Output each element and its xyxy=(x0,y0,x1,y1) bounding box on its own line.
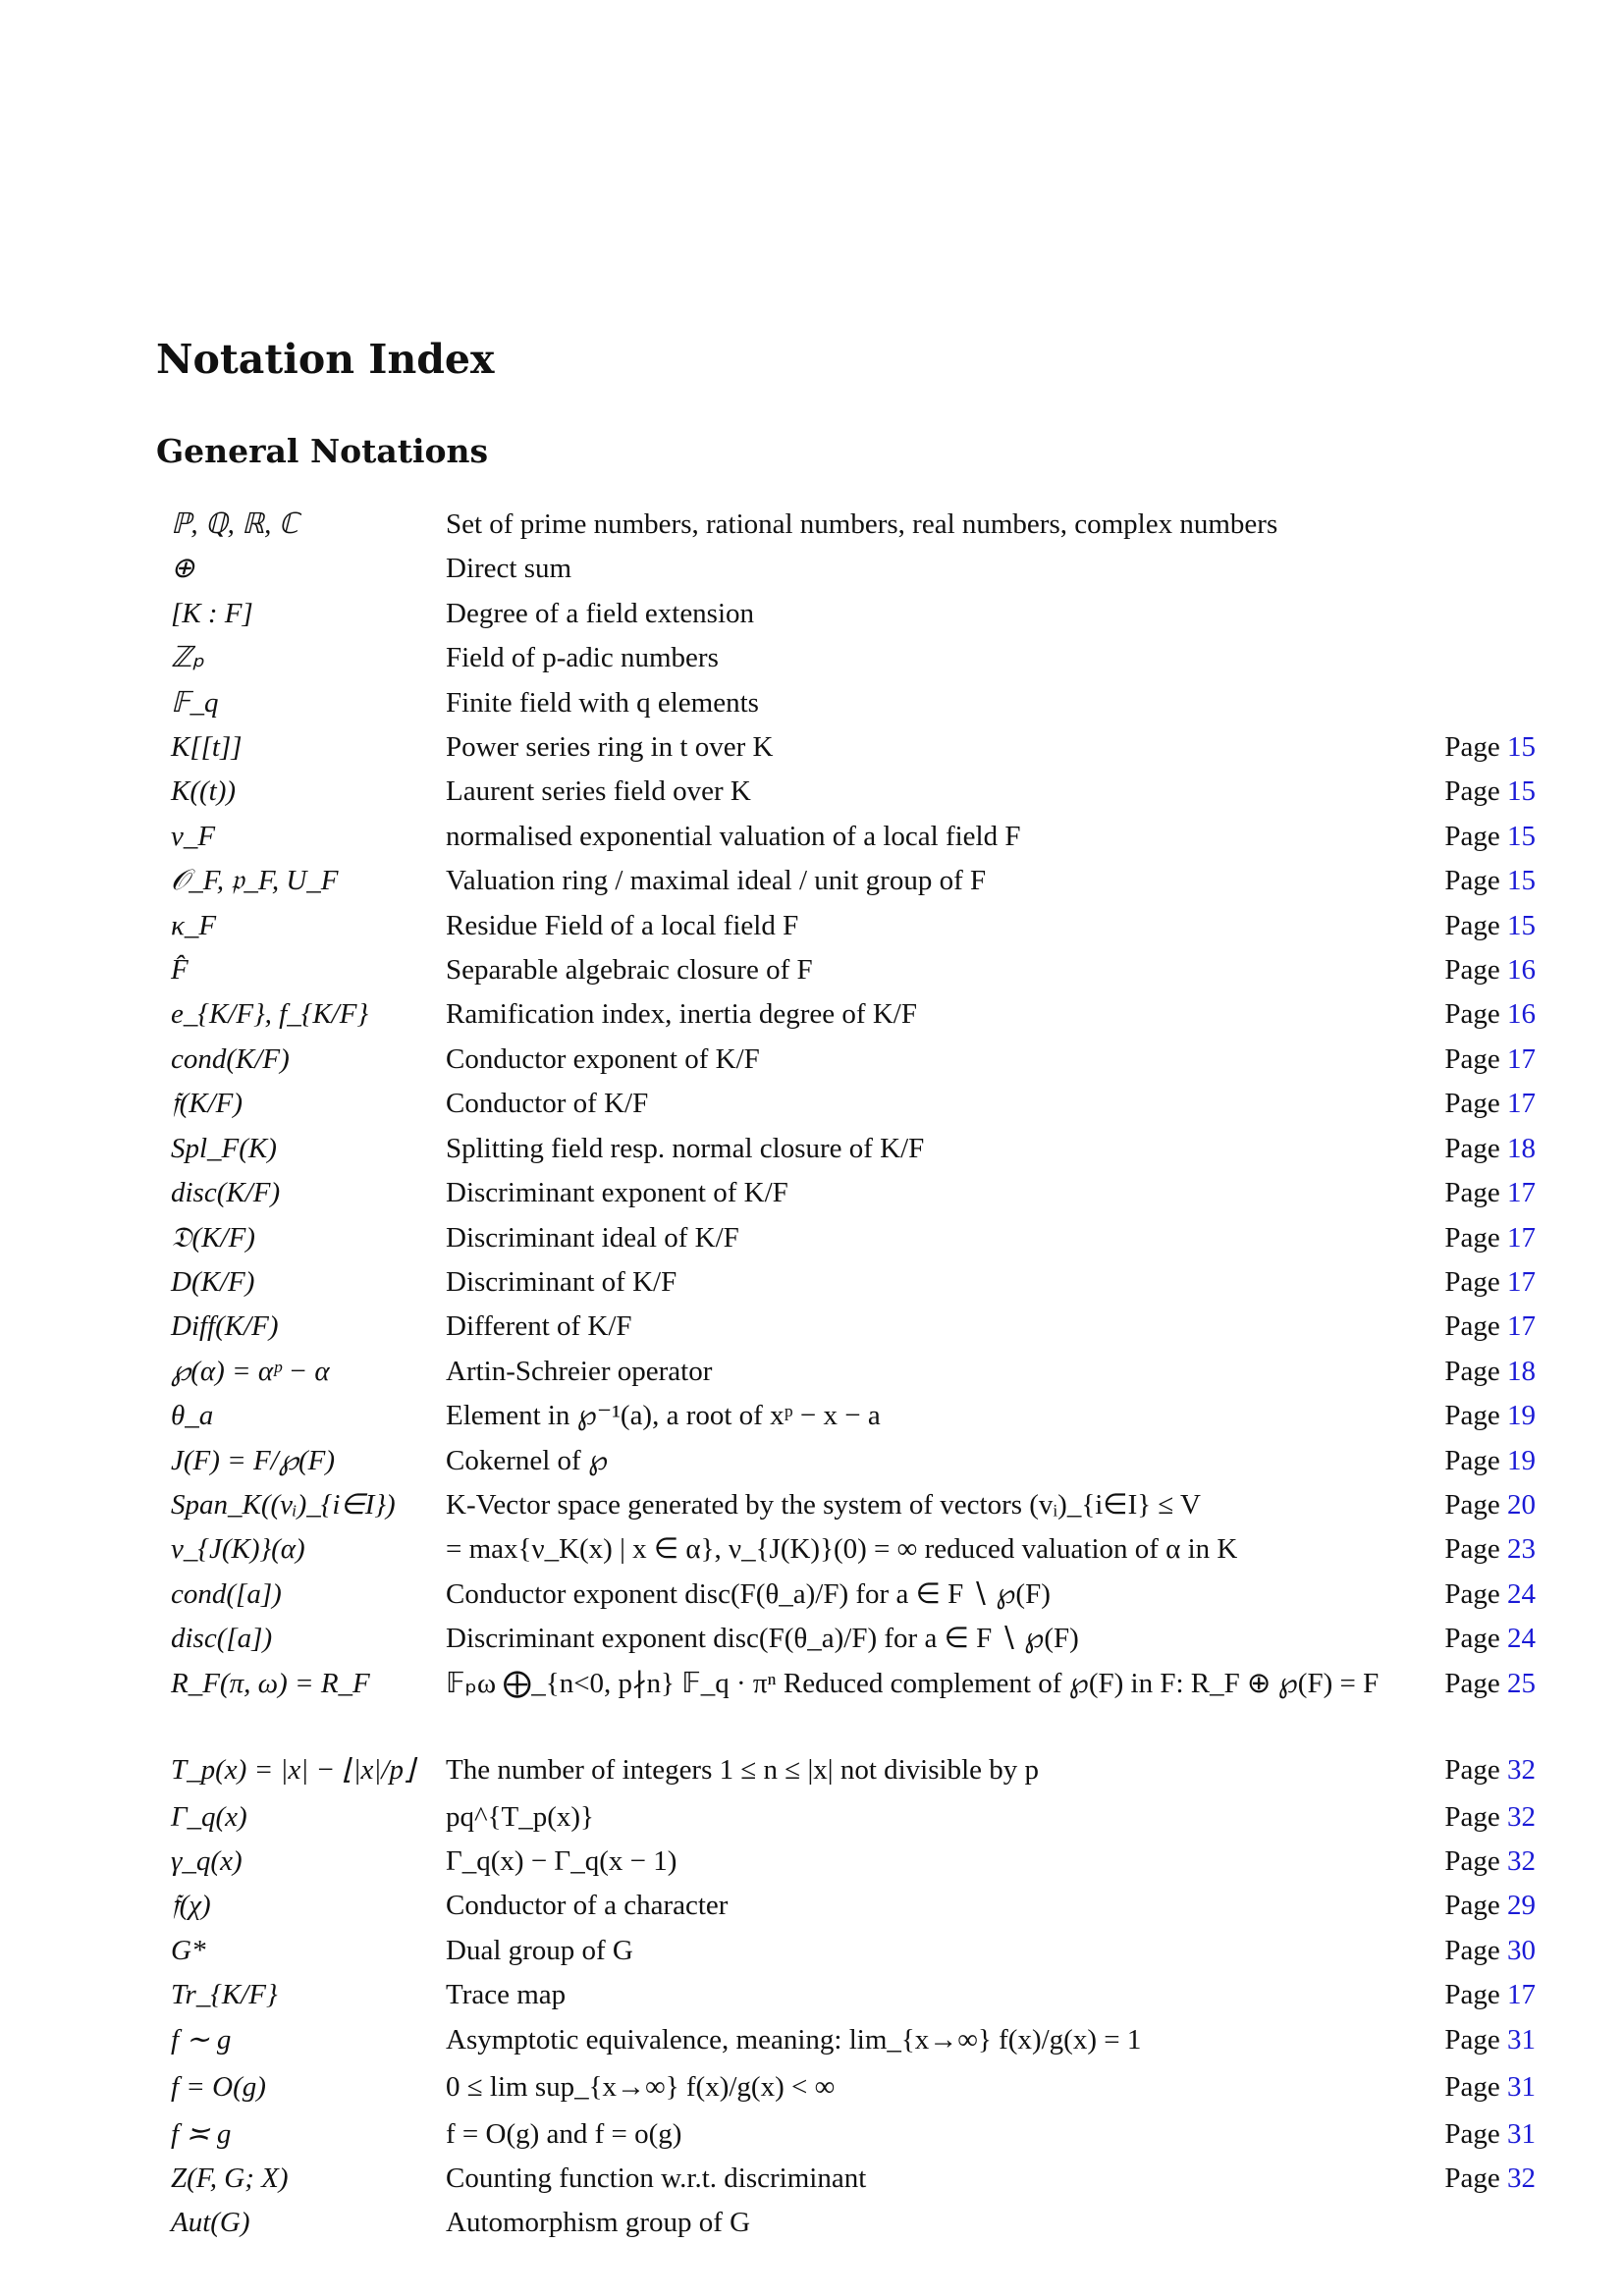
page-label: Page xyxy=(1444,775,1500,808)
page-reference xyxy=(1444,1305,1536,1349)
page-reference xyxy=(1444,770,1536,814)
notation-row xyxy=(171,904,1536,948)
notation-symbol: F̂ xyxy=(171,954,189,987)
page-number-link[interactable]: 30 xyxy=(1507,1934,1536,1966)
notation-row xyxy=(171,1973,1536,2017)
notation-table xyxy=(171,503,1536,2246)
section-title: General Notations xyxy=(156,432,489,470)
page-number-link[interactable]: 29 xyxy=(1507,1890,1536,1922)
page-reference xyxy=(1444,1973,1536,2017)
notation-symbol: Γ_q(x) xyxy=(171,1800,247,1833)
notation-row xyxy=(171,1662,1536,1748)
notation-row xyxy=(171,681,1536,725)
notation-row xyxy=(171,1394,1536,1438)
page-number-link[interactable]: 17 xyxy=(1507,1221,1536,1254)
notation-row xyxy=(171,2065,1536,2112)
notation-symbol: 𝔽_q xyxy=(171,686,219,719)
notation-description: Valuation ring / maximal ideal / unit group of F xyxy=(446,865,987,897)
page-number-link[interactable]: 31 xyxy=(1507,2070,1536,2103)
notation-symbol: f = O(g) xyxy=(171,2070,266,2103)
notation-description: Artin-Schreier operator xyxy=(446,1355,713,1387)
notation-symbol: Spl_F(K) xyxy=(171,1132,277,1164)
notation-description: Discriminant ideal of K/F xyxy=(446,1221,739,1254)
page-number-link[interactable]: 15 xyxy=(1507,909,1536,941)
notation-row xyxy=(171,1573,1536,1617)
notation-description: K-Vector space generated by the system of vectors (vᵢ)_{i∈I} ≤ V xyxy=(446,1488,1201,1521)
notation-row xyxy=(171,1748,1536,1795)
notation-row xyxy=(171,592,1536,636)
notation-description: The number of integers 1 ≤ n ≤ |x| not divisible by p xyxy=(446,1753,1040,1786)
notation-description: pq^{T_p(x)} xyxy=(446,1800,594,1833)
notation-description: Conductor of K/F xyxy=(446,1088,649,1120)
page-label: Page xyxy=(1444,1444,1500,1476)
page-number-link[interactable]: 31 xyxy=(1507,2023,1536,2056)
page-reference xyxy=(1444,1394,1536,1438)
page-reference xyxy=(1444,992,1536,1037)
page-reference xyxy=(1444,2065,1536,2109)
notation-description: f = O(g) and f = o(g) xyxy=(446,2117,682,2150)
page-reference xyxy=(1444,1662,1536,1706)
page-reference xyxy=(1444,1171,1536,1215)
page-number-link[interactable]: 32 xyxy=(1507,1800,1536,1833)
page-number-link[interactable]: 17 xyxy=(1507,1088,1536,1120)
page-reference xyxy=(1444,815,1536,859)
page-number-link[interactable]: 15 xyxy=(1507,775,1536,808)
notation-description: = max{ν_K(x) | x ∈ α}, ν_{J(K)}(0) = ∞ reduced valuation of α in K xyxy=(446,1533,1238,1566)
notation-symbol: κ_F xyxy=(171,909,217,941)
page-number-link[interactable]: 23 xyxy=(1507,1533,1536,1566)
notation-symbol: Z(F, G; X) xyxy=(171,2163,289,2194)
notation-description: Discriminant exponent disc(F(θ_a)/F) for a ∈ F ∖ ℘(F) xyxy=(446,1623,1079,1655)
page-reference xyxy=(1444,1439,1536,1483)
page-number-link[interactable]: 15 xyxy=(1507,865,1536,897)
page-reference xyxy=(1444,1573,1536,1617)
page-label: Page xyxy=(1444,1667,1500,1699)
notation-row xyxy=(171,1840,1536,1884)
notation-description: 𝔽ₚω ⨁_{n<0, p∤n} 𝔽_q · πⁿ Reduced complement of ℘(F) in F: R_F ⊕ ℘(F) = F xyxy=(446,1667,1380,1699)
notation-row xyxy=(171,503,1536,547)
page-label: Page xyxy=(1444,998,1500,1031)
page-reference xyxy=(1444,859,1536,903)
page-label: Page xyxy=(1444,1934,1500,1966)
notation-description: Degree of a field extension xyxy=(446,597,755,629)
notation-description: Finite field with q elements xyxy=(446,686,759,719)
notation-symbol: disc([a]) xyxy=(171,1623,273,1655)
page-reference xyxy=(1444,1527,1536,1572)
page-label: Page xyxy=(1444,1221,1500,1254)
page-reference xyxy=(1444,904,1536,948)
notation-description: Γ_q(x) − Γ_q(x − 1) xyxy=(446,1844,677,1877)
page-number-link[interactable]: 25 xyxy=(1507,1667,1536,1699)
notation-description: Automorphism group of G xyxy=(446,2207,751,2239)
page-number-link[interactable]: 18 xyxy=(1507,1355,1536,1387)
notation-row xyxy=(171,1082,1536,1126)
page-number-link[interactable]: 18 xyxy=(1507,1132,1536,1164)
page-number-link[interactable]: 32 xyxy=(1507,1844,1536,1877)
notation-symbol: G* xyxy=(171,1934,206,1966)
page-number-link[interactable]: 16 xyxy=(1507,998,1536,1031)
notation-description: Splitting field resp. normal closure of K/F xyxy=(446,1132,925,1164)
notation-row xyxy=(171,2201,1536,2245)
notation-symbol: ν_F xyxy=(171,820,216,852)
notation-symbol: 𝒪_F, 𝔭_F, U_F xyxy=(171,865,339,897)
page-reference xyxy=(1444,1748,1536,1792)
page-number-link[interactable]: 17 xyxy=(1507,1265,1536,1298)
notation-row xyxy=(171,1617,1536,1661)
notation-row xyxy=(171,1350,1536,1394)
page-label: Page xyxy=(1444,1265,1500,1298)
page-number-link[interactable]: 17 xyxy=(1507,1177,1536,1209)
page-reference xyxy=(1444,2157,1536,2201)
page-number-link[interactable]: 32 xyxy=(1507,1753,1536,1786)
notation-description: Ramification index, inertia degree of K/F xyxy=(446,998,917,1031)
notation-symbol: 𝔣(K/F) xyxy=(171,1088,244,1120)
notation-row xyxy=(171,2112,1536,2157)
notation-symbol: cond([a]) xyxy=(171,1577,282,1610)
page-label: Page xyxy=(1444,1753,1500,1786)
page-number-link[interactable]: 24 xyxy=(1507,1577,1536,1610)
notation-symbol: K[[t]] xyxy=(171,731,243,764)
notation-description: Dual group of G xyxy=(446,1934,633,1966)
notation-description: Separable algebraic closure of F xyxy=(446,954,813,987)
page-label: Page xyxy=(1444,1844,1500,1877)
page-label: Page xyxy=(1444,1623,1500,1655)
page-label: Page xyxy=(1444,909,1500,941)
page-label: Page xyxy=(1444,2117,1500,2150)
page-number-link[interactable]: 19 xyxy=(1507,1444,1536,1476)
page-title: Notation Index xyxy=(156,336,495,383)
page-label: Page xyxy=(1444,1310,1500,1343)
notation-description: Conductor exponent of K/F xyxy=(446,1042,760,1075)
page-reference xyxy=(1444,2112,1536,2157)
notation-description: Trace map xyxy=(446,1979,567,2011)
notation-symbol: disc(K/F) xyxy=(171,1177,281,1209)
page-label: Page xyxy=(1444,731,1500,764)
page-number-link[interactable]: 17 xyxy=(1507,1310,1536,1343)
notation-row xyxy=(171,1929,1536,1973)
notation-symbol: ℙ, ℚ, ℝ, ℂ xyxy=(171,508,298,540)
notation-row xyxy=(171,1305,1536,1349)
notation-description: Conductor exponent disc(F(θ_a)/F) for a ∈ F ∖ ℘(F) xyxy=(446,1577,1051,1610)
notation-symbol: T_p(x) = |x| − ⌊|x|/p⌋ xyxy=(171,1753,415,1786)
notation-row xyxy=(171,2157,1536,2201)
notation-description: Counting function w.r.t. discriminant xyxy=(446,2163,867,2194)
notation-description: Conductor of a character xyxy=(446,1890,729,1922)
notation-symbol: Tr_{K/F} xyxy=(171,1979,278,2011)
page-reference xyxy=(1444,1483,1536,1527)
notation-description: Cokernel of ℘ xyxy=(446,1444,609,1476)
notation-row xyxy=(171,859,1536,903)
notation-symbol: θ_a xyxy=(171,1400,214,1432)
page-label: Page xyxy=(1444,1177,1500,1209)
page-reference xyxy=(1444,1617,1536,1661)
notation-symbol: J(F) = F/℘(F) xyxy=(171,1444,335,1476)
notation-symbol: f ∼ g xyxy=(171,2023,232,2056)
notation-symbol: Span_K((vᵢ)_{i∈I}) xyxy=(171,1488,396,1521)
notation-row xyxy=(171,815,1536,859)
page-label: Page xyxy=(1444,1488,1500,1521)
page-reference xyxy=(1444,1350,1536,1394)
page-number-link[interactable]: 31 xyxy=(1507,2117,1536,2150)
notation-row xyxy=(171,1171,1536,1215)
notation-description: Power series ring in t over K xyxy=(446,731,774,764)
notation-description: Asymptotic equivalence, meaning: lim_{x→∞} f(x)/g(x) = 1 xyxy=(446,2023,1142,2056)
page-label: Page xyxy=(1444,1132,1500,1164)
page-number-link[interactable]: 24 xyxy=(1507,1623,1536,1655)
notation-description: Discriminant exponent of K/F xyxy=(446,1177,788,1209)
notation-row xyxy=(171,636,1536,680)
page-reference xyxy=(1444,1082,1536,1126)
page-label: Page xyxy=(1444,1400,1500,1432)
page-label: Page xyxy=(1444,1577,1500,1610)
page-number-link[interactable]: 15 xyxy=(1507,820,1536,852)
page-reference xyxy=(1444,2018,1536,2062)
page-number-link[interactable]: 32 xyxy=(1507,2163,1536,2194)
page-number-link[interactable]: 20 xyxy=(1507,1488,1536,1521)
notation-symbol: D(K/F) xyxy=(171,1265,255,1298)
notation-row xyxy=(171,1127,1536,1171)
page-label: Page xyxy=(1444,1979,1500,2011)
notation-symbol: ℘(α) = αᵖ − α xyxy=(171,1355,330,1387)
page-reference xyxy=(1444,1216,1536,1260)
notation-row xyxy=(171,1884,1536,1928)
page-label: Page xyxy=(1444,2023,1500,2056)
notation-symbol: ℤₚ xyxy=(171,642,205,674)
notation-description: Element in ℘⁻¹(a), a root of xᵖ − x − a xyxy=(446,1400,881,1432)
page-reference xyxy=(1444,1127,1536,1171)
page-number-link[interactable]: 15 xyxy=(1507,731,1536,764)
page-label: Page xyxy=(1444,1800,1500,1833)
notation-symbol: ν_{J(K)}(α) xyxy=(171,1533,305,1566)
page-reference xyxy=(1444,1929,1536,1973)
notation-row xyxy=(171,948,1536,992)
notation-symbol: 𝔣(χ) xyxy=(171,1890,211,1922)
notation-description: Different of K/F xyxy=(446,1310,632,1343)
notation-description: normalised exponential valuation of a local field F xyxy=(446,820,1021,852)
notation-symbol: e_{K/F}, f_{K/F} xyxy=(171,998,369,1031)
notation-row xyxy=(171,1038,1536,1082)
notation-row xyxy=(171,547,1536,591)
notation-row xyxy=(171,770,1536,814)
page-reference xyxy=(1444,725,1536,770)
notation-symbol: γ_q(x) xyxy=(171,1844,243,1877)
page-number-link[interactable]: 17 xyxy=(1507,1979,1536,2011)
page-label: Page xyxy=(1444,2070,1500,2103)
notation-description: Laurent series field over K xyxy=(446,775,751,808)
page-reference xyxy=(1444,1260,1536,1305)
notation-symbol: R_F(π, ω) = R_F xyxy=(171,1667,370,1699)
notation-row xyxy=(171,1795,1536,1840)
page-label: Page xyxy=(1444,820,1500,852)
notation-symbol: ⊕ xyxy=(171,553,195,585)
page-label: Page xyxy=(1444,1355,1500,1387)
page-label: Page xyxy=(1444,865,1500,897)
notation-description: Field of p-adic numbers xyxy=(446,642,719,674)
page-label: Page xyxy=(1444,954,1500,987)
page-number-link[interactable]: 17 xyxy=(1507,1042,1536,1075)
page-reference xyxy=(1444,1795,1536,1840)
page-label: Page xyxy=(1444,1088,1500,1120)
page-number-link[interactable]: 19 xyxy=(1507,1400,1536,1432)
page-reference xyxy=(1444,1884,1536,1928)
notation-description: 0 ≤ lim sup_{x→∞} f(x)/g(x) < ∞ xyxy=(446,2070,836,2103)
notation-symbol: cond(K/F) xyxy=(171,1042,290,1075)
notation-symbol: [K : F] xyxy=(171,597,253,629)
notation-description: Set of prime numbers, rational numbers, real numbers, complex numbers xyxy=(446,508,1278,540)
page-reference xyxy=(1444,948,1536,992)
notation-row xyxy=(171,1216,1536,1260)
notation-row xyxy=(171,1527,1536,1572)
notation-row xyxy=(171,1260,1536,1305)
notation-symbol: Aut(G) xyxy=(171,2207,250,2239)
notation-description: Direct sum xyxy=(446,553,572,585)
page-number-link[interactable]: 16 xyxy=(1507,954,1536,987)
page-label: Page xyxy=(1444,1533,1500,1566)
page-label: Page xyxy=(1444,1890,1500,1922)
page-reference xyxy=(1444,1038,1536,1082)
notation-symbol: f ≍ g xyxy=(171,2117,232,2150)
notation-symbol: 𝔇(K/F) xyxy=(171,1221,255,1254)
notation-description: Residue Field of a local field F xyxy=(446,909,799,941)
notation-row xyxy=(171,1439,1536,1483)
page-label: Page xyxy=(1444,2163,1500,2194)
notation-row xyxy=(171,1483,1536,1527)
notation-row xyxy=(171,725,1536,770)
notation-symbol: Diff(K/F) xyxy=(171,1310,279,1343)
page-reference xyxy=(1444,1840,1536,1884)
notation-row xyxy=(171,2018,1536,2065)
notation-row xyxy=(171,992,1536,1037)
page-label: Page xyxy=(1444,1042,1500,1075)
notation-description: Discriminant of K/F xyxy=(446,1265,677,1298)
notation-symbol: K((t)) xyxy=(171,775,237,808)
